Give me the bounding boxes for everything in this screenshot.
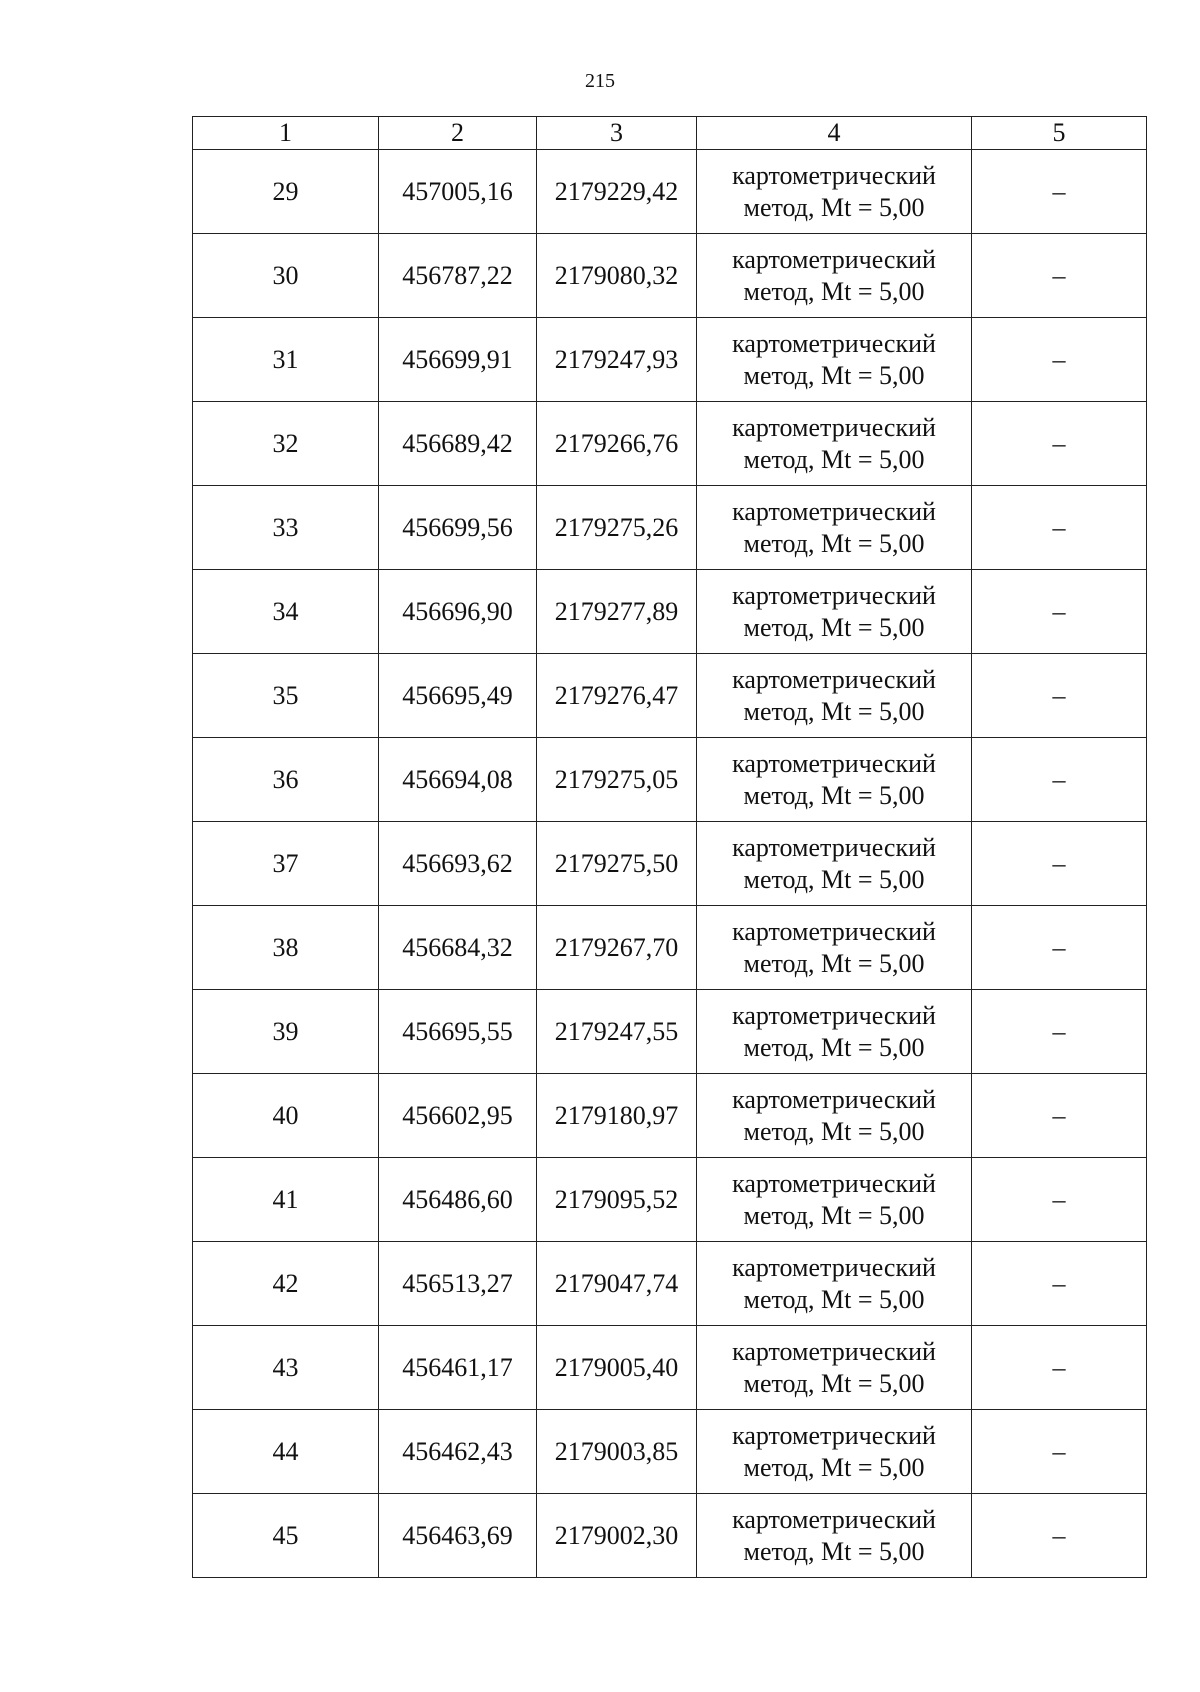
page-number: 215: [585, 70, 615, 92]
table-row: [193, 234, 1147, 318]
header-cell-3: 3: [537, 117, 697, 150]
method-line-2: метод, Mt = 5,00: [743, 1200, 925, 1230]
x-coordinate-cell: 456695,49: [379, 654, 537, 738]
note-cell: –: [972, 318, 1147, 402]
point-number-cell: 41: [193, 1158, 379, 1242]
point-number-cell: 30: [193, 234, 379, 318]
x-coordinate-cell: 456695,55: [379, 990, 537, 1074]
y-coordinate-cell: 2179180,97: [537, 1074, 697, 1158]
y-coordinate-cell: 2179080,32: [537, 234, 697, 318]
table-row: [193, 990, 1147, 1074]
method-line-2: метод, Mt = 5,00: [743, 948, 925, 978]
y-coordinate-cell: 2179266,76: [537, 402, 697, 486]
method-line-2: метод, Mt = 5,00: [743, 1368, 925, 1398]
x-coordinate-cell: 456602,95: [379, 1074, 537, 1158]
method-cell: [697, 906, 972, 990]
x-coordinate-cell: 456699,91: [379, 318, 537, 402]
method-line-2: метод, Mt = 5,00: [743, 276, 925, 306]
note-cell: –: [972, 486, 1147, 570]
table-row: [193, 318, 1147, 402]
x-coordinate-cell: 456696,90: [379, 570, 537, 654]
method-line-1: картометрический: [732, 580, 936, 610]
table-row: [193, 486, 1147, 570]
table-row: [193, 402, 1147, 486]
y-coordinate-cell: 2179229,42: [537, 150, 697, 234]
y-coordinate-cell: 2179247,93: [537, 318, 697, 402]
y-coordinate-cell: 2179277,89: [537, 570, 697, 654]
method-cell: [697, 654, 972, 738]
point-number-cell: 40: [193, 1074, 379, 1158]
note-cell: –: [972, 738, 1147, 822]
method-cell: [697, 1074, 972, 1158]
point-number-cell: 43: [193, 1326, 379, 1410]
note-cell: –: [972, 1494, 1147, 1578]
table-row: [193, 1074, 1147, 1158]
method-cell: [697, 1158, 972, 1242]
method-cell: [697, 318, 972, 402]
note-cell: –: [972, 1074, 1147, 1158]
y-coordinate-cell: 2179275,05: [537, 738, 697, 822]
point-number-cell: 38: [193, 906, 379, 990]
method-line-1: картометрический: [732, 1420, 936, 1450]
point-number-cell: 31: [193, 318, 379, 402]
point-number-cell: 42: [193, 1242, 379, 1326]
method-line-1: картометрический: [732, 328, 936, 358]
point-number-cell: 36: [193, 738, 379, 822]
x-coordinate-cell: 456461,17: [379, 1326, 537, 1410]
note-cell: –: [972, 1410, 1147, 1494]
method-line-1: картометрический: [732, 1252, 936, 1282]
note-cell: –: [972, 1242, 1147, 1326]
x-coordinate-cell: 456513,27: [379, 1242, 537, 1326]
table-body: [193, 117, 1147, 1578]
method-line-2: метод, Mt = 5,00: [743, 1284, 925, 1314]
method-line-1: картометрический: [732, 832, 936, 862]
table-row: [193, 738, 1147, 822]
y-coordinate-cell: 2179002,30: [537, 1494, 697, 1578]
method-line-2: метод, Mt = 5,00: [743, 1032, 925, 1062]
note-cell: –: [972, 234, 1147, 318]
point-number-cell: 45: [193, 1494, 379, 1578]
table-row: [193, 150, 1147, 234]
method-line-1: картометрический: [732, 916, 936, 946]
method-line-2: метод, Mt = 5,00: [743, 1116, 925, 1146]
y-coordinate-cell: 2179267,70: [537, 906, 697, 990]
point-number-cell: 39: [193, 990, 379, 1074]
method-cell: [697, 234, 972, 318]
header-cell-5: 5: [972, 117, 1147, 150]
method-line-1: картометрический: [732, 1168, 936, 1198]
method-line-1: картометрический: [732, 412, 936, 442]
point-number-cell: 37: [193, 822, 379, 906]
method-cell: [697, 402, 972, 486]
method-cell: [697, 486, 972, 570]
method-line-2: метод, Mt = 5,00: [743, 1536, 925, 1566]
method-cell: [697, 1410, 972, 1494]
method-line-2: метод, Mt = 5,00: [743, 612, 925, 642]
method-line-1: картометрический: [732, 496, 936, 526]
x-coordinate-cell: 456689,42: [379, 402, 537, 486]
y-coordinate-cell: 2179005,40: [537, 1326, 697, 1410]
method-cell: [697, 1242, 972, 1326]
x-coordinate-cell: 456463,69: [379, 1494, 537, 1578]
x-coordinate-cell: 456787,22: [379, 234, 537, 318]
method-line-2: метод, Mt = 5,00: [743, 528, 925, 558]
method-line-1: картометрический: [732, 1504, 936, 1534]
y-coordinate-cell: 2179003,85: [537, 1410, 697, 1494]
method-line-1: картометрический: [732, 748, 936, 778]
method-cell: [697, 738, 972, 822]
table-row: [193, 1326, 1147, 1410]
point-number-cell: 29: [193, 150, 379, 234]
table-row: [193, 1494, 1147, 1578]
method-cell: [697, 150, 972, 234]
header-cell-2: 2: [379, 117, 537, 150]
y-coordinate-cell: 2179247,55: [537, 990, 697, 1074]
x-coordinate-cell: 456486,60: [379, 1158, 537, 1242]
header-cell-1: 1: [193, 117, 379, 150]
method-cell: [697, 570, 972, 654]
method-line-1: картометрический: [732, 244, 936, 274]
method-cell: [697, 822, 972, 906]
note-cell: –: [972, 402, 1147, 486]
table-row: [193, 570, 1147, 654]
table-row: [193, 1158, 1147, 1242]
table-header-row: [193, 117, 1147, 150]
method-cell: [697, 1494, 972, 1578]
method-cell: [697, 990, 972, 1074]
note-cell: –: [972, 654, 1147, 738]
method-line-1: картометрический: [732, 1084, 936, 1114]
method-line-2: метод, Mt = 5,00: [743, 780, 925, 810]
note-cell: –: [972, 150, 1147, 234]
x-coordinate-cell: 456694,08: [379, 738, 537, 822]
header-cell-4: 4: [697, 117, 972, 150]
coordinates-table: [192, 116, 1147, 1578]
table-row: [193, 1242, 1147, 1326]
note-cell: –: [972, 906, 1147, 990]
method-line-2: метод, Mt = 5,00: [743, 1452, 925, 1482]
method-line-1: картометрический: [732, 1000, 936, 1030]
x-coordinate-cell: 456693,62: [379, 822, 537, 906]
table-row: [193, 1410, 1147, 1494]
point-number-cell: 34: [193, 570, 379, 654]
x-coordinate-cell: 457005,16: [379, 150, 537, 234]
note-cell: –: [972, 1326, 1147, 1410]
table-row: [193, 906, 1147, 990]
x-coordinate-cell: 456699,56: [379, 486, 537, 570]
method-line-2: метод, Mt = 5,00: [743, 360, 925, 390]
method-line-2: метод, Mt = 5,00: [743, 696, 925, 726]
point-number-cell: 44: [193, 1410, 379, 1494]
note-cell: –: [972, 570, 1147, 654]
method-line-2: метод, Mt = 5,00: [743, 864, 925, 894]
y-coordinate-cell: 2179276,47: [537, 654, 697, 738]
table-row: [193, 822, 1147, 906]
point-number-cell: 33: [193, 486, 379, 570]
table-row: [193, 654, 1147, 738]
y-coordinate-cell: 2179275,50: [537, 822, 697, 906]
x-coordinate-cell: 456462,43: [379, 1410, 537, 1494]
y-coordinate-cell: 2179275,26: [537, 486, 697, 570]
method-line-1: картометрический: [732, 160, 936, 190]
note-cell: –: [972, 822, 1147, 906]
method-line-1: картометрический: [732, 1336, 936, 1366]
y-coordinate-cell: 2179095,52: [537, 1158, 697, 1242]
point-number-cell: 35: [193, 654, 379, 738]
note-cell: –: [972, 990, 1147, 1074]
y-coordinate-cell: 2179047,74: [537, 1242, 697, 1326]
point-number-cell: 32: [193, 402, 379, 486]
method-line-1: картометрический: [732, 664, 936, 694]
note-cell: –: [972, 1158, 1147, 1242]
method-line-2: метод, Mt = 5,00: [743, 192, 925, 222]
method-cell: [697, 1326, 972, 1410]
x-coordinate-cell: 456684,32: [379, 906, 537, 990]
method-line-2: метод, Mt = 5,00: [743, 444, 925, 474]
